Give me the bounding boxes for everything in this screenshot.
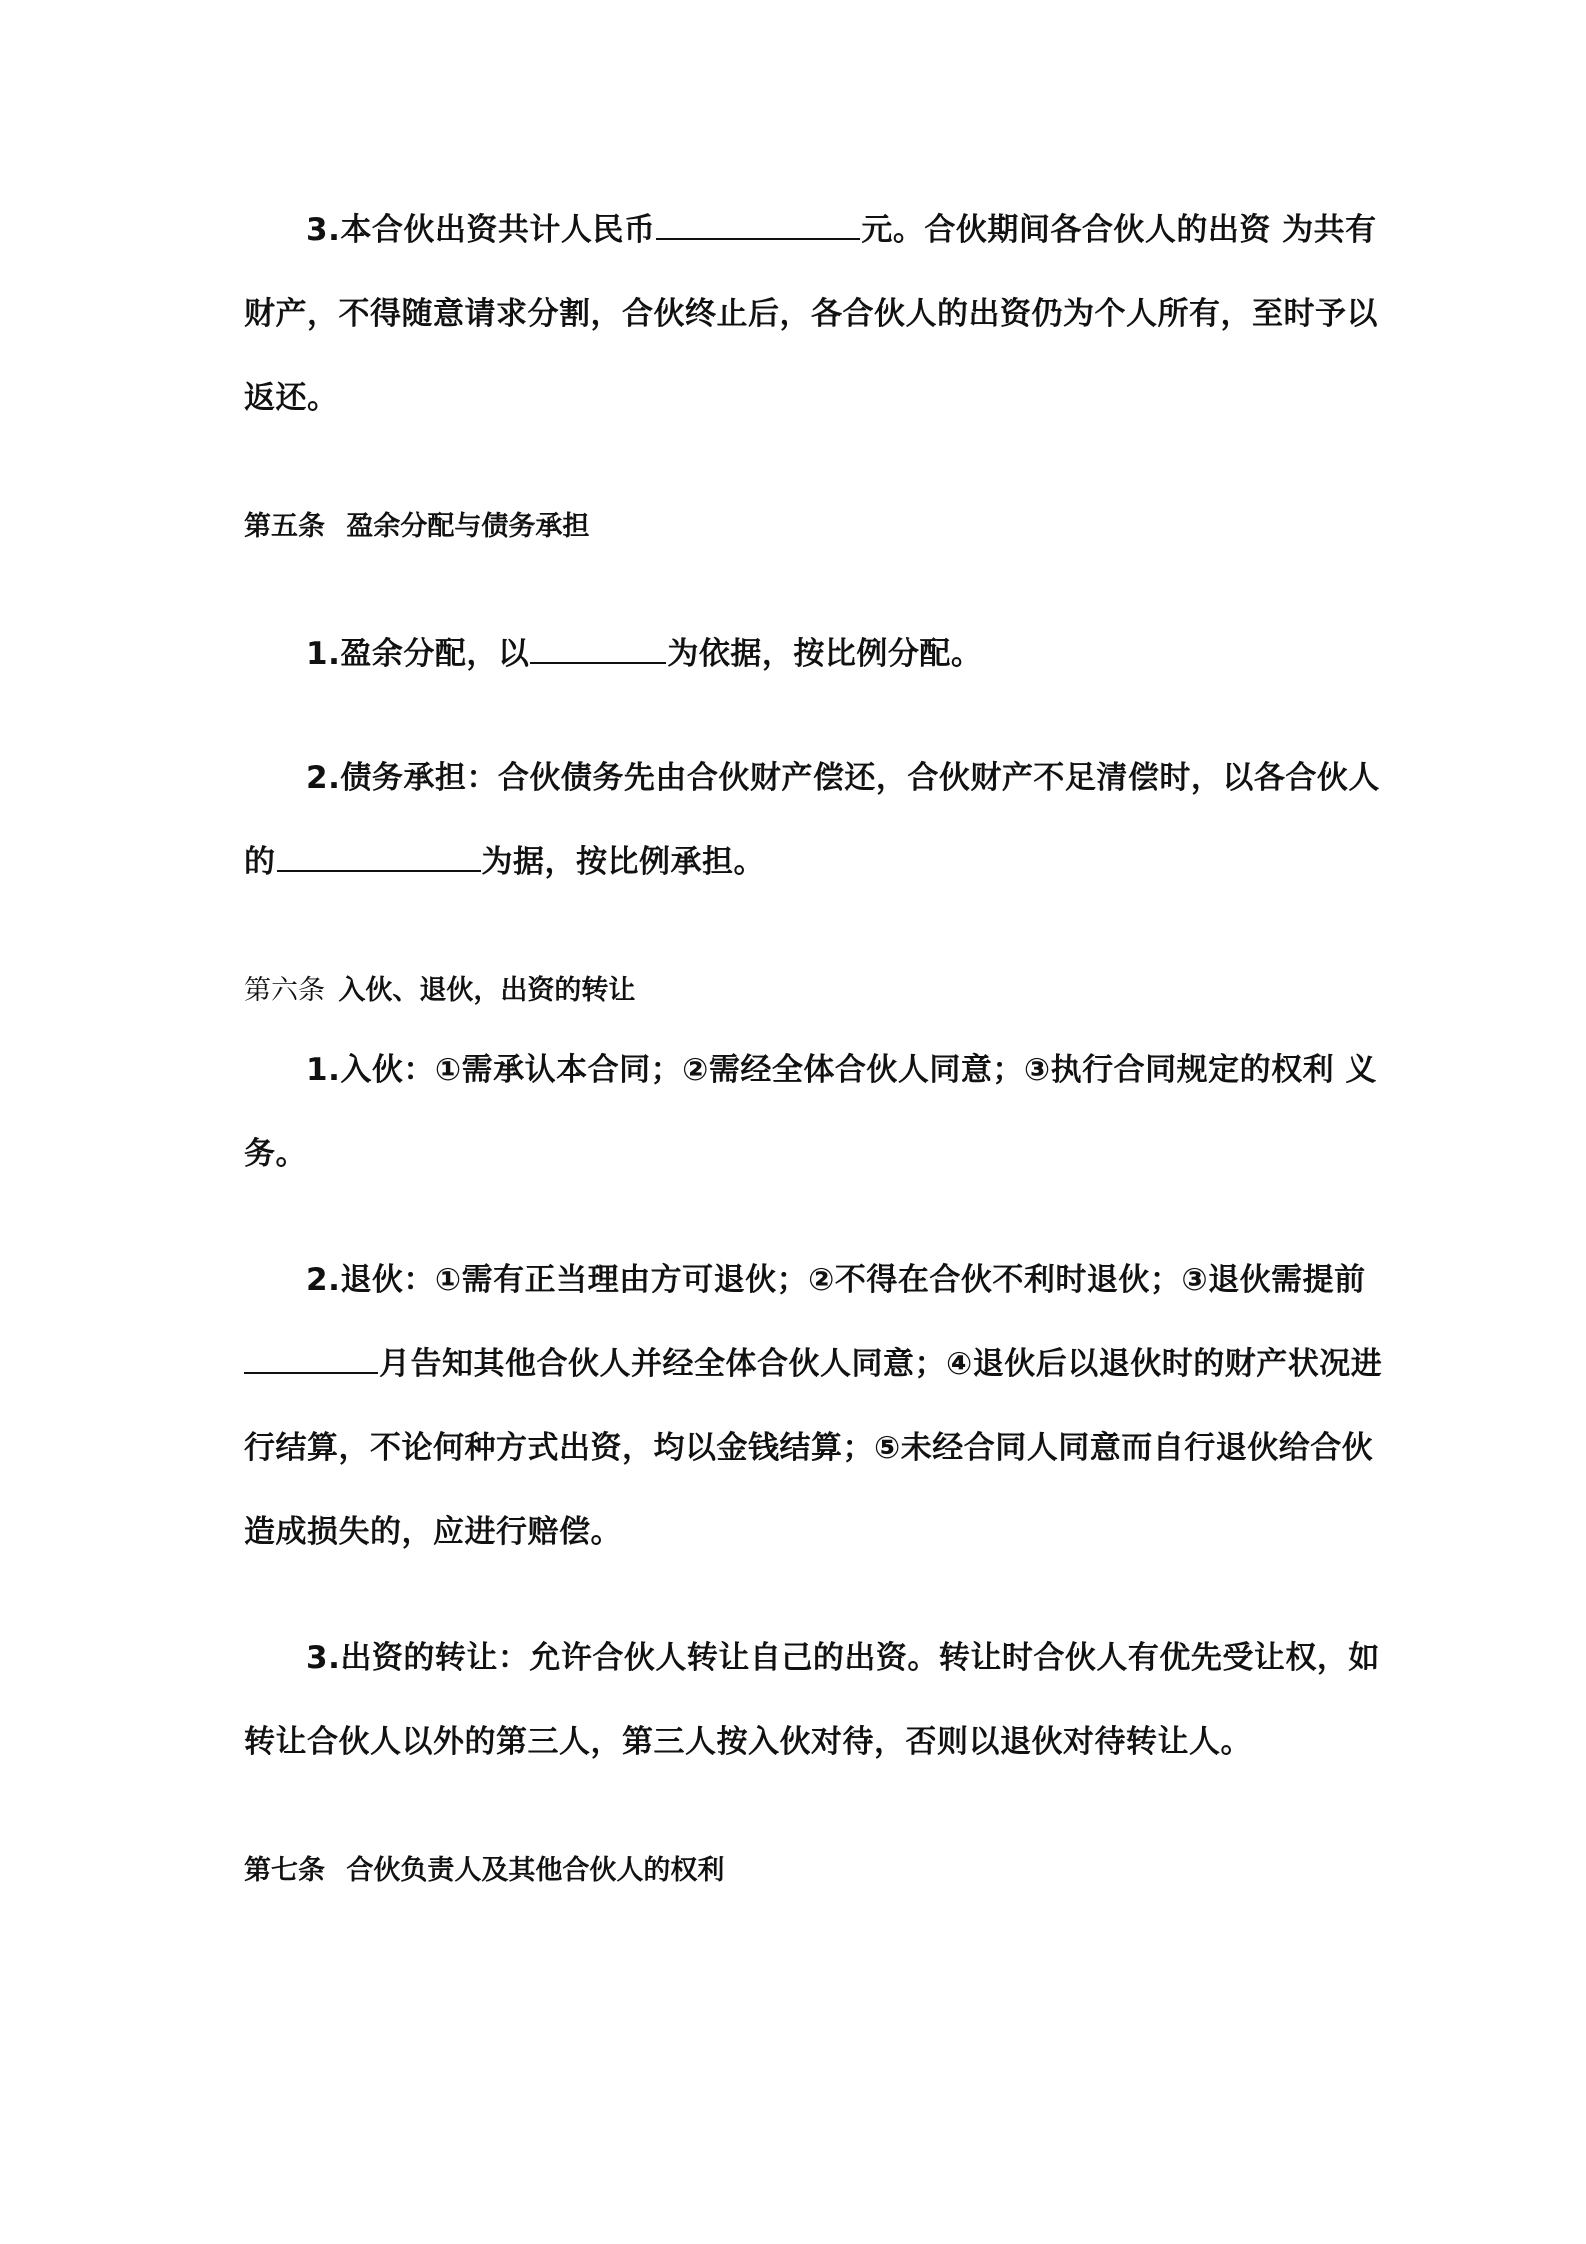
transfer-line-2: 转让合伙人以外的第三人，第三人按入伙对待，否则以退伙对待转让人。 bbox=[244, 1724, 1252, 1760]
withdrawal-line-4: 造成损失的，应进行赔偿。 bbox=[244, 1514, 622, 1550]
profit-suffix: 为依据，按比例分配。 bbox=[667, 636, 983, 672]
paragraph-capital-contribution bbox=[244, 188, 1378, 440]
article-5-heading bbox=[244, 504, 589, 543]
paragraph-joining bbox=[244, 1028, 1377, 1196]
paragraph-debt-bearing bbox=[244, 736, 1380, 904]
profit-prefix: 1.盈余分配，以 bbox=[306, 636, 530, 672]
joining-line-2: 务。 bbox=[244, 1136, 307, 1172]
withdrawal-suffix: 月告知其他合伙人并经全体合伙人同意；④退伙后以退伙时的财产状况进 bbox=[379, 1346, 1383, 1382]
withdrawal-line-3: 行结算，不论何种方式出资，均以金钱结算；⑤未经合同人同意而自行退伙给合伙 bbox=[244, 1430, 1374, 1466]
paragraph-withdrawal bbox=[244, 1238, 1383, 1574]
article-5-title: 盈余分配与债务承担 bbox=[346, 511, 590, 542]
article-5-number: 第五条 bbox=[244, 511, 325, 542]
article-7-number: 第七条 bbox=[244, 1855, 325, 1886]
article-6-number: 第六条 bbox=[244, 975, 325, 1006]
capital-prefix: 3.本合伙出资共计人民币 bbox=[306, 212, 656, 248]
article-6-title: 入伙、退伙，出资的转让 bbox=[338, 975, 636, 1006]
withdrawal-line-1: 2.退伙：①需有正当理由方可退伙；②不得在合伙不利时退伙；③退伙需提前 bbox=[306, 1262, 1366, 1298]
capital-suffix: 元。合伙期间各合伙人的出资 为共有 bbox=[861, 212, 1377, 248]
article-7-title: 合伙负责人及其他合伙人的权利 bbox=[346, 1855, 725, 1886]
debt-line-1: 2.债务承担：合伙债务先由合伙财产偿还，合伙财产不足清偿时，以各合伙人 bbox=[306, 760, 1380, 796]
withdrawal-notice-blank[interactable] bbox=[244, 1346, 378, 1374]
paragraph-profit-distribution bbox=[244, 612, 1354, 696]
debt-suffix: 为据，按比例承担。 bbox=[481, 844, 765, 880]
capital-line-2: 财产，不得随意请求分割，合伙终止后，各合伙人的出资仍为个人所有，至时予以 bbox=[244, 296, 1378, 332]
capital-amount-blank[interactable] bbox=[656, 212, 860, 240]
transfer-line-1: 3.出资的转让：允许合伙人转让自己的出资。转让时合伙人有优先受让权，如 bbox=[306, 1640, 1380, 1676]
profit-basis-blank[interactable] bbox=[530, 636, 666, 664]
debt-prefix: 的 bbox=[244, 844, 276, 880]
article-7-heading bbox=[244, 1848, 724, 1887]
debt-basis-blank[interactable] bbox=[277, 844, 481, 872]
paragraph-contribution-transfer bbox=[244, 1616, 1380, 1784]
capital-line-3: 返还。 bbox=[244, 380, 339, 416]
joining-line-1: 1.入伙：①需承认本合同；②需经全体合伙人同意；③执行合同规定的权利 义 bbox=[306, 1052, 1377, 1088]
article-6-heading bbox=[244, 968, 635, 1007]
